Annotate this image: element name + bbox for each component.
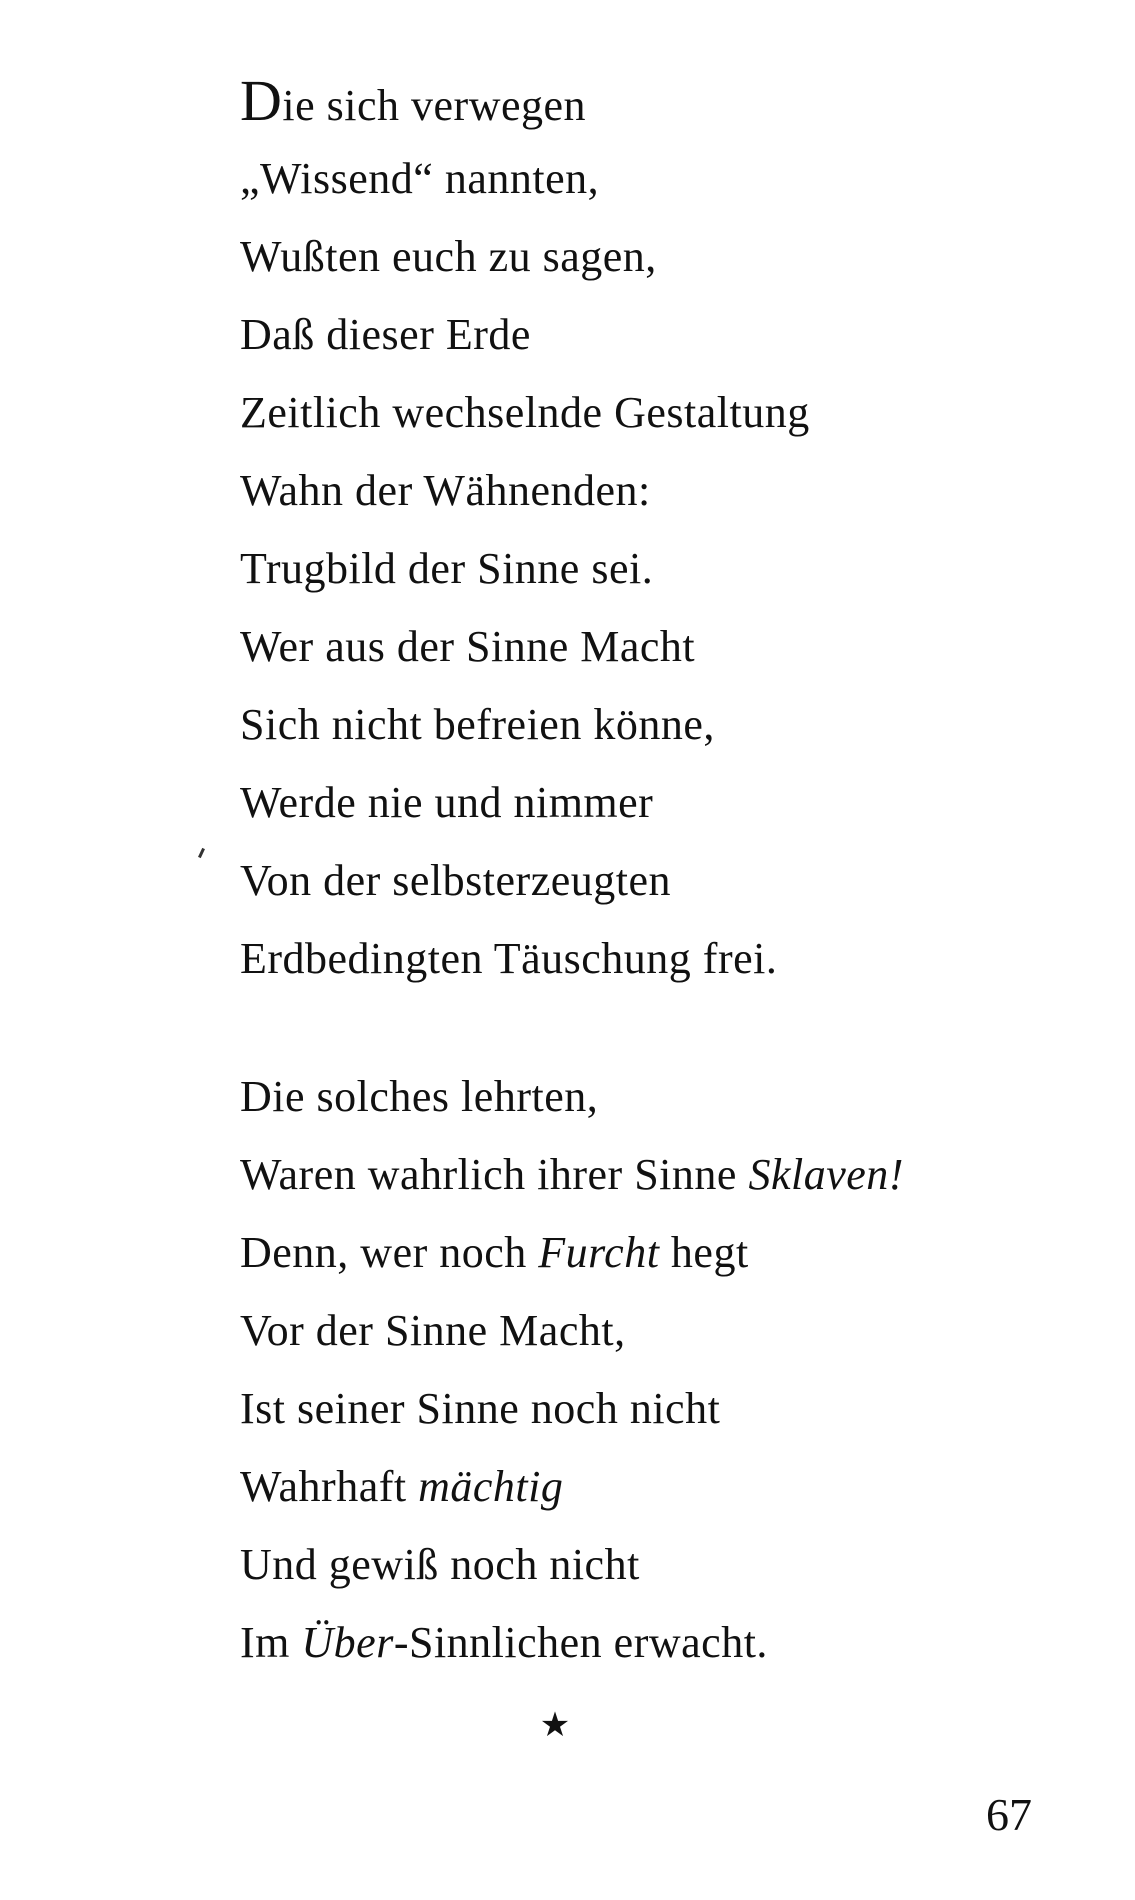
poem-line: Vor der Sinne Macht, bbox=[240, 1306, 626, 1355]
poem-line: Zeitlich wechselnde Gestaltung bbox=[240, 388, 810, 437]
poem-line: Daß dieser Erde bbox=[240, 310, 531, 359]
poem-line: Sich nicht befreien könne, bbox=[240, 700, 715, 749]
poem-line: Wahrhaft mächtig bbox=[240, 1462, 564, 1511]
poem-line: Ist seiner Sinne noch nicht bbox=[240, 1384, 721, 1433]
poem-line: Werde nie und nimmer bbox=[240, 778, 654, 827]
poem-line: Trugbild der Sinne sei. bbox=[240, 544, 654, 593]
poem-line: Erdbedingten Täuschung frei. bbox=[240, 934, 778, 983]
poem-line: Von der selbsterzeugten bbox=[240, 856, 672, 905]
stanza-1 bbox=[240, 62, 810, 998]
initial-capital: D bbox=[240, 68, 283, 133]
emphasis: Über bbox=[301, 1618, 394, 1667]
emphasis: Sklaven! bbox=[748, 1150, 904, 1199]
poem-line: Im Über-Sinnlichen erwacht. bbox=[240, 1618, 768, 1667]
emphasis: Furcht bbox=[538, 1228, 660, 1277]
star-separator-icon: ★ bbox=[539, 1707, 571, 1744]
emphasis: mächtig bbox=[418, 1462, 564, 1511]
poem-line: Denn, wer noch Furcht hegt bbox=[240, 1228, 749, 1277]
print-speck bbox=[198, 848, 205, 858]
poem-line: Waren wahrlich ihrer Sinne Sklaven! bbox=[240, 1150, 904, 1199]
poem-line: Die sich verwegen bbox=[240, 68, 587, 133]
poem-line: Wußten euch zu sagen, bbox=[240, 232, 657, 281]
poem-line: Und gewiß noch nicht bbox=[240, 1540, 640, 1589]
poem-line: Wer aus der Sinne Macht bbox=[240, 622, 696, 671]
poem-line: Wahn der Wähnenden: bbox=[240, 466, 651, 515]
page-number: 67 bbox=[986, 1789, 1032, 1840]
stanza-2 bbox=[240, 1058, 904, 1682]
poem-line: Die solches lehrten, bbox=[240, 1072, 599, 1121]
poem-line: „Wissend“ nannten, bbox=[240, 154, 600, 203]
